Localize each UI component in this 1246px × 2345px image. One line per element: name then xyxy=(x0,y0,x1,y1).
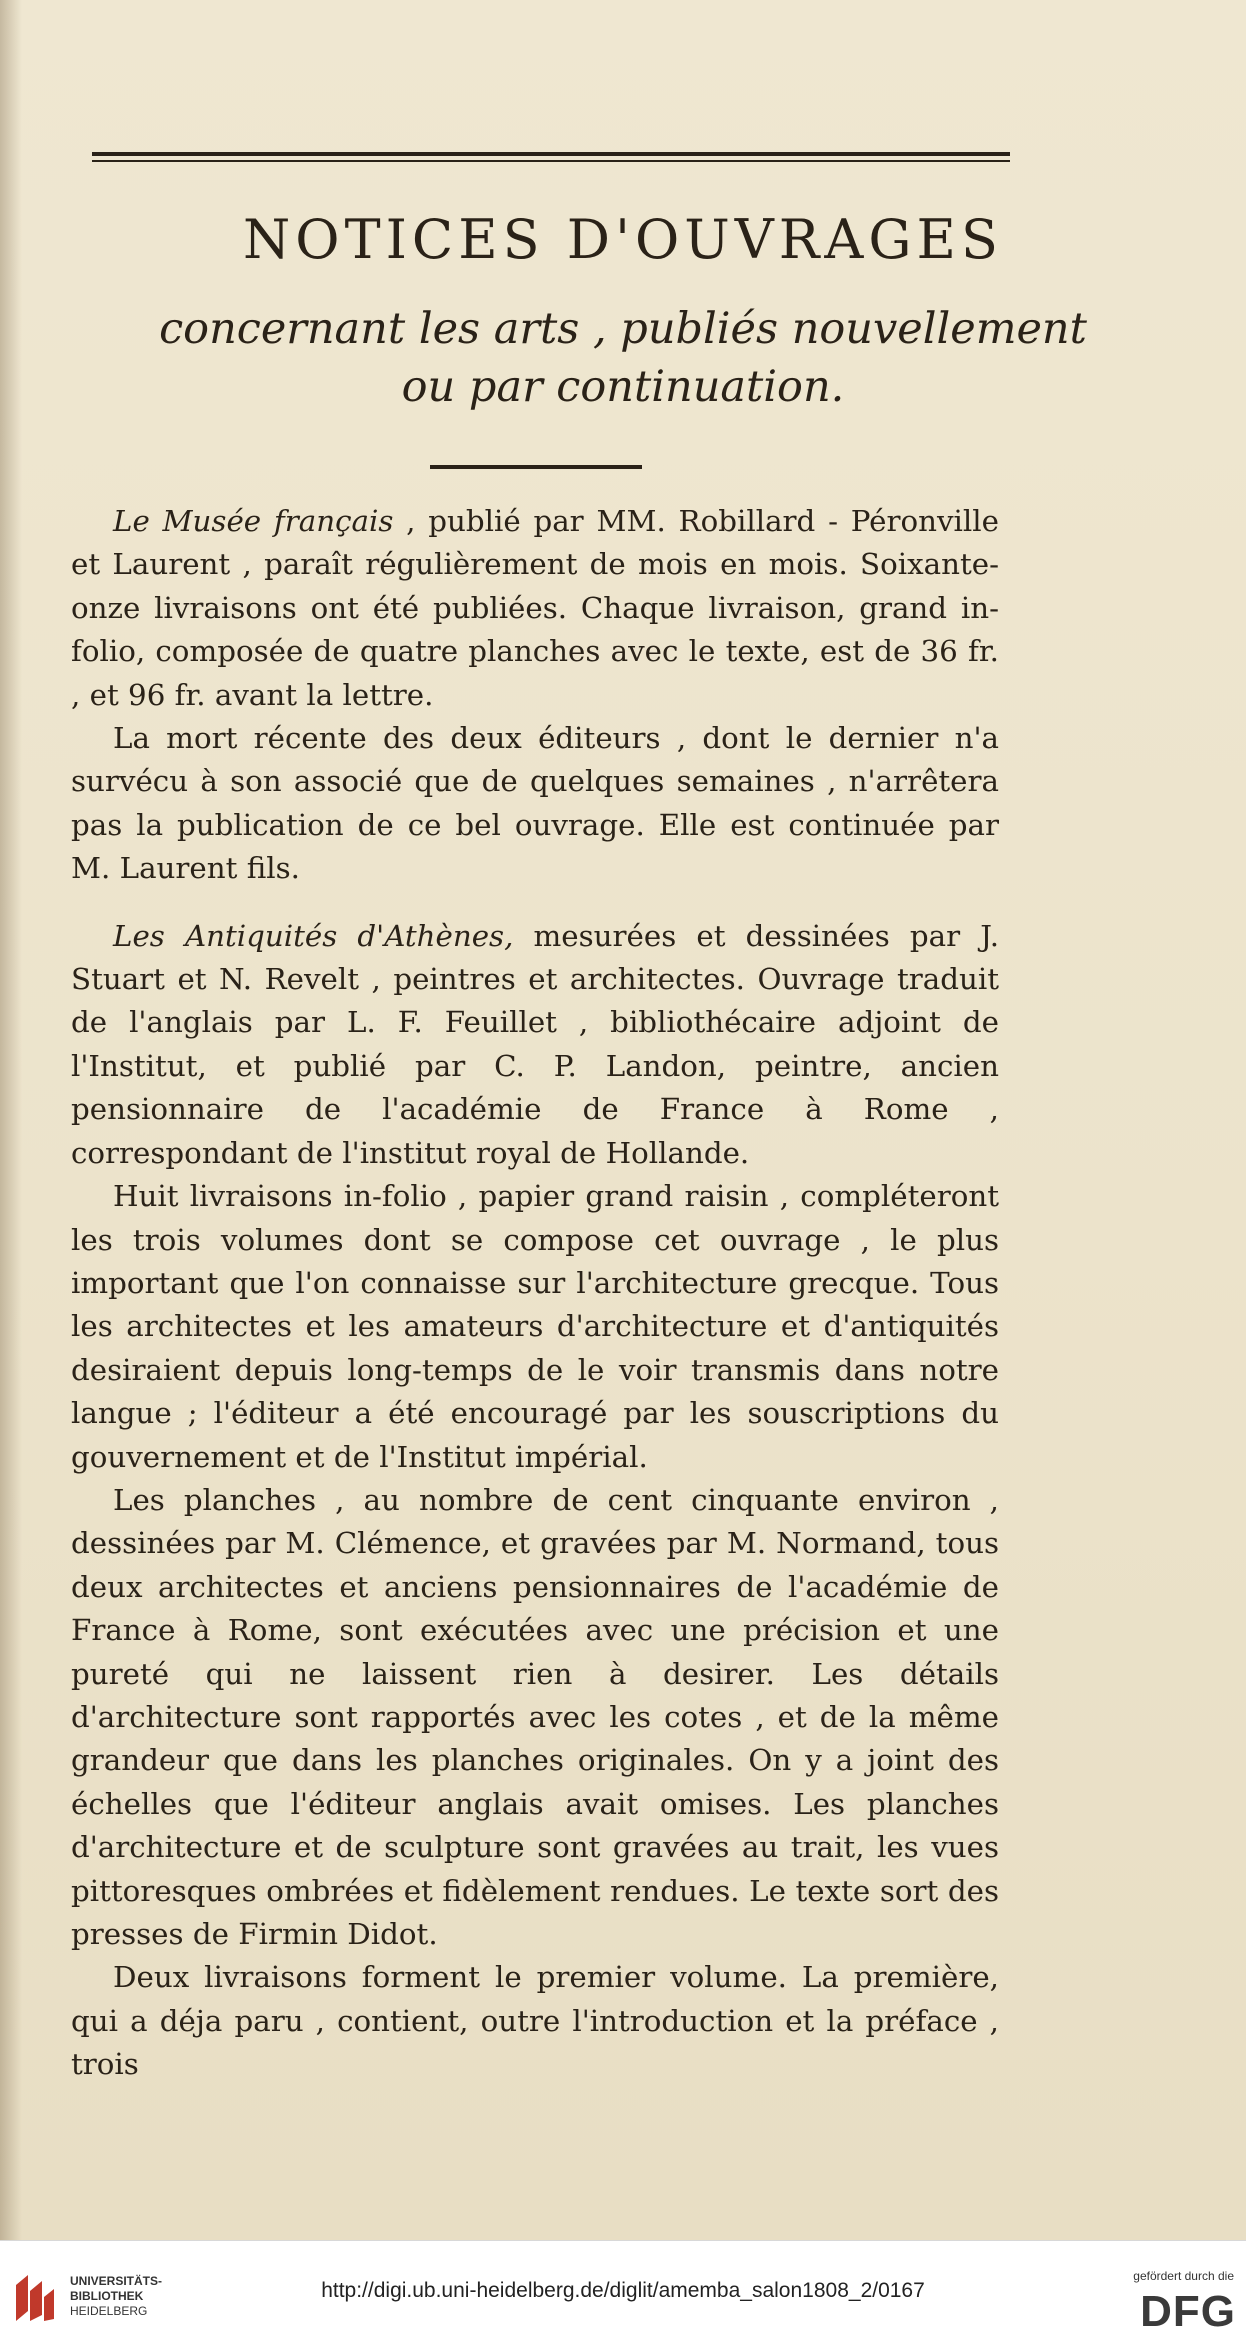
page-edge-shadow xyxy=(0,0,22,2240)
paragraph: Huit livraisons in-folio , papier grand raisin , compléteront les trois volumes dont se compose cet ouvrage , le plus important que l'on connaisse sur l'architecture grecque. Tous les architectes et les amateurs d'architecture et d'antiquités desiraient depuis long-temps de le voir transmis dans notre langue ; l'éditeur a été encouragé par les souscriptions du gouvernement et de l'Institut impérial. xyxy=(71,1179,999,1474)
funding-note: gefördert durch die xyxy=(1133,2269,1234,2283)
paragraph: Le Musée français , publié par MM. Robillard - Péronville et Laurent , paraît régulièrement de mois en mois. Soixante-onze livraisons ont été publiées. Chaque livraison, grand in-folio, composée de quatre planches avec le texte, est de 36 fr. , et 96 fr. avant la lettre. xyxy=(71,504,999,712)
section-divider xyxy=(430,465,642,469)
article-body xyxy=(71,500,999,2087)
subtitle-line-1: concernant les arts , publiés nouvellement xyxy=(159,304,1087,354)
dfg-logo: DFG xyxy=(1140,2287,1236,2336)
paragraph: Les planches , au nombre de cent cinquante environ , dessinées par M. Clémence, et gravées par M. Normand, tous deux architectes et anciens pensionnaires de l'académie de France à Rome, sont exécutées avec une précision et une pureté qui ne laissent rien à desirer. Les détails d'architecture sont rapportés avec les cotes , et de la même grandeur que dans les planches originales. On y a joint des échelles que l'éditeur anglais avait omises. Les planches d'architecture et de sculpture sont gravées au trait, les vues pittoresques ombrées et fidèlement rendues. Le texte sort des presses de Firmin Didot. xyxy=(71,1482,999,1951)
page-url[interactable]: http://digi.ub.uni-heidelberg.de/diglit/amemba_salon1808_2/0167 xyxy=(321,2279,925,2302)
viewer-footer xyxy=(0,2240,1246,2345)
work-title: Les Antiquités d'Athènes, xyxy=(113,918,514,953)
page-title: NOTICES D'OUVRAGES xyxy=(243,208,1003,271)
library-name: UNIVERSITÄTS- BIBLIOTHEK HEIDELBERG xyxy=(70,2274,163,2318)
work-title: Le Musée français xyxy=(113,504,394,538)
paragraph: Les Antiquités d'Athènes, mesurées et dessinées par J. Stuart et N. Revelt , peintres et architectes. Ouvrage traduit de l'anglais par L. F. Feuillet , bibliothécaire adjoint de l'Institut, et publié par C. P. Landon, peintre, ancien pensionnaire de l'académie de France à Rome , correspondant de l'institut royal de Hollande. xyxy=(71,918,1000,1170)
header-double-rule xyxy=(92,152,1010,162)
paragraph: La mort récente des deux éditeurs , dont le dernier n'a survécu à son associé que de quelques semaines , n'arrêtera pas la publication de ce bel ouvrage. Elle est continuée par M. Laurent fils. xyxy=(71,721,999,886)
paragraph: Deux livraisons forment le premier volume. La première, qui a déja paru , contient, outre l'introduction et la préface , trois xyxy=(71,1960,999,2082)
subtitle-line-2: ou par continuation. xyxy=(401,362,845,412)
